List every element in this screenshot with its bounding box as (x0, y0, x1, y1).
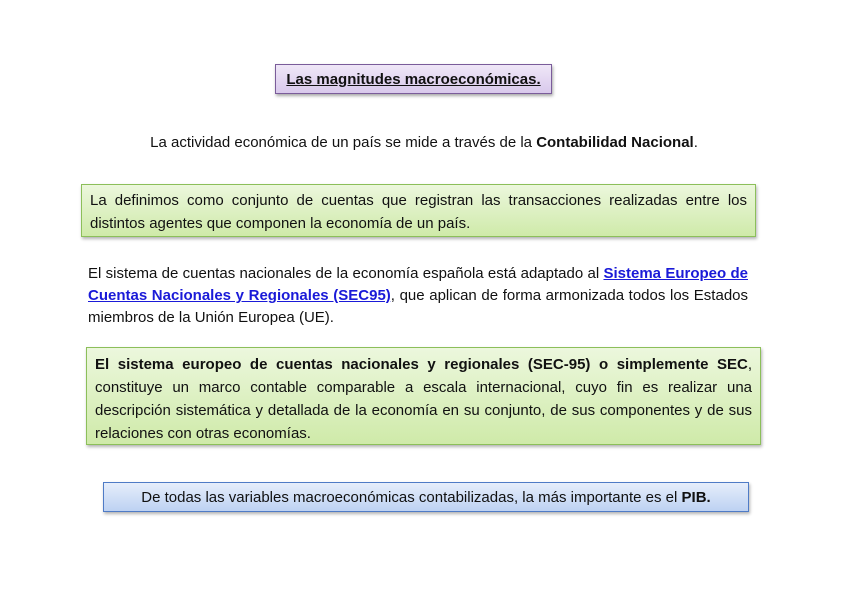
pib-text: De todas las variables macroeconómicas contabilizadas, la más importante es el (141, 488, 682, 506)
intro-end: . (693, 134, 698, 151)
sec-definition-box (86, 347, 761, 445)
sec95-link[interactable]: Sistema Europeo de Cuentas Nacionales y Regionales (SEC95) (88, 265, 748, 304)
intro-sentence (0, 133, 848, 153)
system-paragraph (88, 263, 748, 329)
sec-rest-text: , constituye un marco contable comparable a escala internacional, cuyo fin es realizar una descripción sistemática y detallada de la economía en su conjunto, de sus componentes y de sus relaciones con otras economías. (95, 356, 752, 442)
sec-bold-text: El sistema europeo de cuentas nacionales y regionales (SEC-95) o simplemente SEC (95, 356, 748, 373)
intro-text: La actividad económica de un país se mide a través de la (150, 134, 537, 151)
intro-bold: Contabilidad Nacional (536, 134, 694, 151)
slide-title-text: Las magnitudes macroeconómicas. (286, 70, 541, 88)
pib-bold: PIB. (681, 488, 711, 506)
definition-box (81, 184, 756, 237)
system-text-after: , que aplican de forma armonizada todos los Estados miembros de la Unión Europea (UE). (88, 287, 748, 326)
definition-text: La definimos como conjunto de cuentas que registran las transacciones realizadas entre los distintos agentes que componen la economía de un país. (90, 192, 747, 232)
pib-box (103, 482, 749, 512)
system-text-before: El sistema de cuentas nacionales de la economía española está adaptado al (88, 265, 604, 282)
slide-title (275, 64, 552, 94)
